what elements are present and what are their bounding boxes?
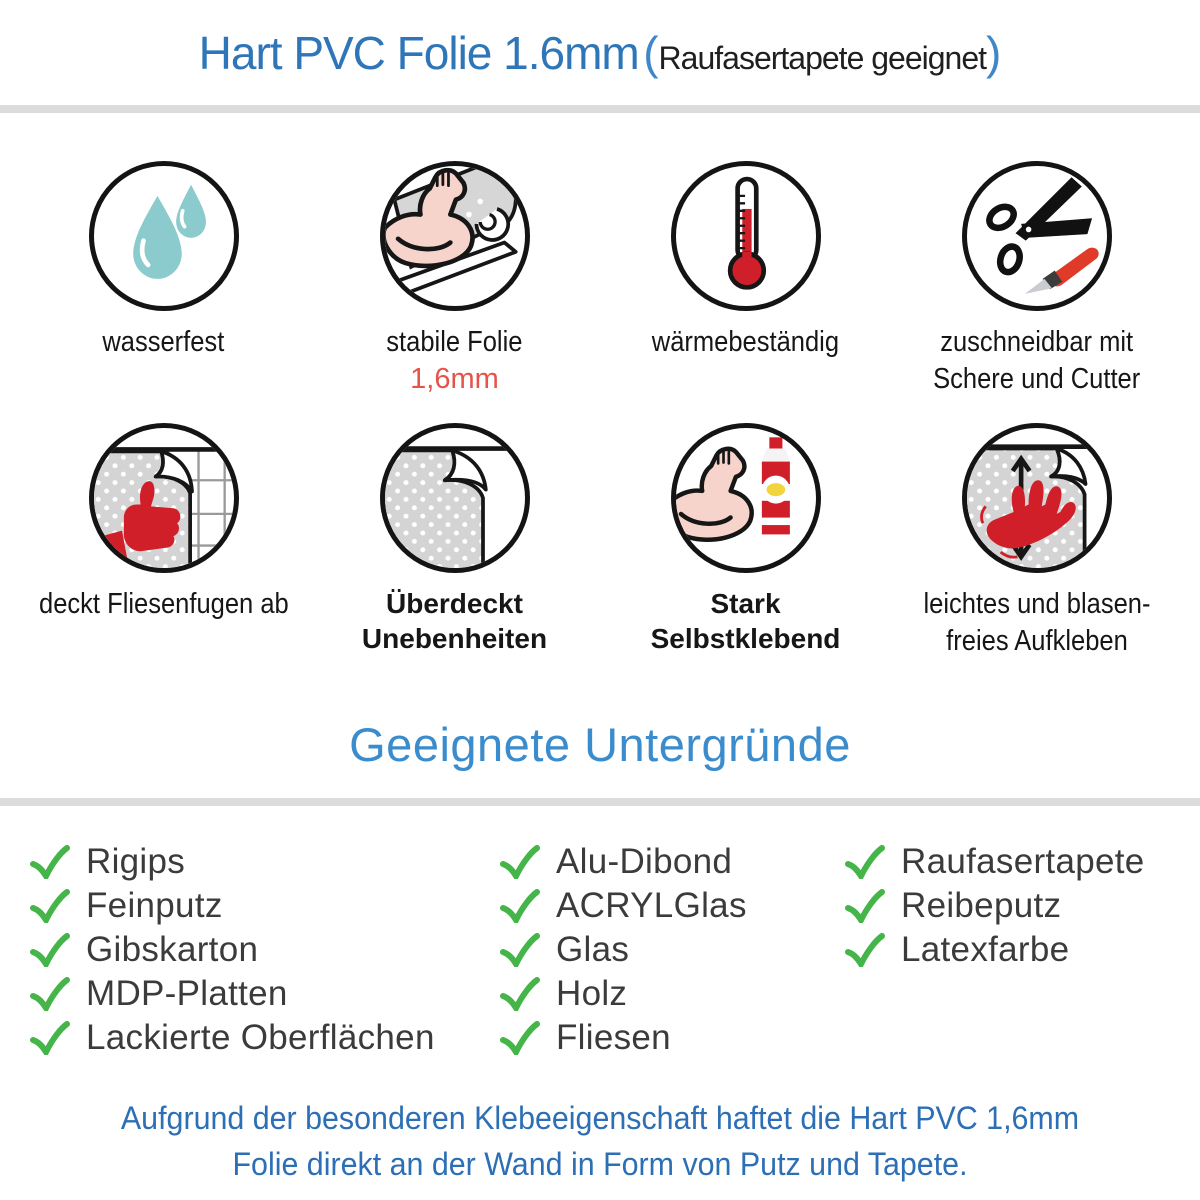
check-icon [845, 845, 885, 879]
check-icon [500, 845, 540, 879]
check-icon [500, 977, 540, 1011]
feature-waterproof [18, 161, 309, 397]
feature-label: wärmebeständig [651, 326, 840, 358]
list-item: Fliesen [500, 1020, 845, 1056]
footer-line-1: Aufgrund der besonderen Klebeeigenschaft haftet die Hart PVC 1,6mm [120, 1100, 1080, 1137]
header [0, 0, 1200, 105]
surfaces-checklist [0, 806, 1200, 1064]
feature-grid [0, 113, 1200, 659]
feature-cuttable [891, 161, 1182, 397]
feature-self-adhesive [600, 423, 891, 659]
list-item: Gibskarton [30, 932, 500, 968]
title-note: Raufasertapete geeignet [658, 40, 987, 76]
list-item: Alu-Dibond [500, 844, 845, 880]
footer-note [30, 1096, 1170, 1187]
title-paren-open: ( [643, 27, 659, 79]
feature-covers-tile-joints [18, 423, 309, 659]
surfaces-heading: Geeignete Untergründe [349, 718, 851, 772]
check-icon [30, 933, 70, 967]
list-item: MDP-Platten [30, 976, 500, 1012]
feature-heat-resistant [600, 161, 891, 397]
list-item: Rigips [30, 844, 500, 880]
page-title: Hart PVC Folie 1.6mm [198, 27, 639, 79]
list-item: Glas [500, 932, 845, 968]
list-item: Lackierte Oberflächen [30, 1020, 500, 1056]
water-drops-icon [89, 161, 239, 311]
surfaces-column-3 [845, 844, 1200, 1064]
check-icon [500, 1021, 540, 1055]
feature-label: Überdeckt Unebenheiten [361, 588, 548, 655]
hand-smoothing-icon [962, 423, 1112, 573]
feature-covers-unevenness [309, 423, 600, 659]
feature-label: stabile Folie [386, 326, 523, 358]
check-icon [845, 933, 885, 967]
surfaces-column-2 [500, 844, 845, 1064]
list-item: Reibeputz [845, 888, 1200, 924]
check-icon [500, 889, 540, 923]
feature-label: zuschneidbar mit Schere und Cutter [932, 326, 1141, 395]
list-item: Latexfarbe [845, 932, 1200, 968]
footer-line-2: Folie direkt an der Wand in Form von Putz und Tapete. [232, 1145, 968, 1182]
check-icon [30, 1021, 70, 1055]
feature-stable-foil [309, 161, 600, 397]
list-item: ACRYLGlas [500, 888, 845, 924]
check-icon [500, 933, 540, 967]
muscle-glue-icon [671, 423, 821, 573]
strong-foil-icon [380, 161, 530, 311]
feature-label: Stark Selbstklebend [650, 588, 841, 655]
scissors-cutter-icon [962, 161, 1112, 311]
surfaces-column-1 [30, 844, 500, 1064]
list-item: Raufasertapete [845, 844, 1200, 880]
thermometer-icon [671, 161, 821, 311]
feature-label: wasserfest [102, 326, 225, 358]
divider-top [0, 105, 1200, 113]
list-item: Holz [500, 976, 845, 1012]
check-icon [845, 889, 885, 923]
title-paren-close: ) [986, 27, 1002, 79]
divider-surfaces [0, 798, 1200, 806]
foil-corner-icon [380, 423, 530, 573]
check-icon [30, 889, 70, 923]
check-icon [30, 845, 70, 879]
check-icon [30, 977, 70, 1011]
feature-bubble-free [891, 423, 1182, 659]
thumbs-up-tiles-icon [89, 423, 239, 573]
feature-label: deckt Fliesenfugen ab [38, 588, 289, 621]
thickness-value: 1,6mm [410, 362, 499, 395]
list-item: Feinputz [30, 888, 500, 924]
feature-label: leichtes und blasen- freies Aufkleben [922, 588, 1150, 657]
